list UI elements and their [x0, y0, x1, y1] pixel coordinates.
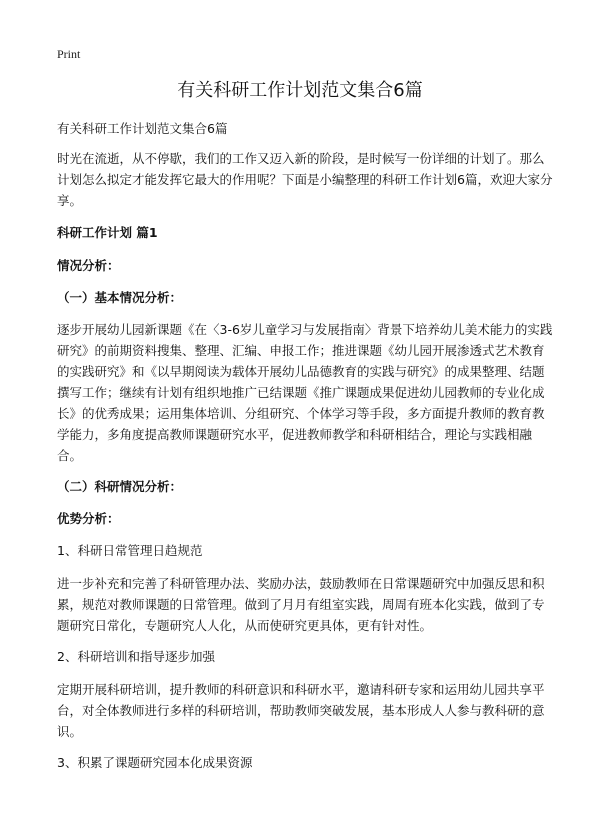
- intro-paragraph: 时光在流逝，从不停歇，我们的工作又迈入新的阶段，是时候写一份详细的计划了。那么计划怎么拟定才能发挥它最大的作用呢？下面是小编整理的科研工作计划6篇，欢迎大家分享。: [57, 151, 553, 208]
- document-subtitle: 有关科研工作计划范文集合6篇: [57, 121, 228, 136]
- document-title: 有关科研工作计划范文集合6篇: [177, 80, 423, 101]
- section-heading: 科研工作计划 篇1: [57, 225, 158, 240]
- list-item-paragraph: 进一步补充和完善了科研管理办法、奖励办法，鼓励教师在日常课题研究中加强反思和积累，规范对教师课题的日常管理。做到了月月有组室实践，周周有班本化实践，做到了专题研究日常化，专题研究人人化，从而使研究更具体，更有针对性。: [57, 576, 545, 633]
- research-situation-heading: （二）科研情况分析：: [57, 479, 183, 494]
- basic-situation-heading: （一）基本情况分析：: [57, 290, 183, 305]
- basic-situation-paragraph: 逐步开展幼儿园新课题《在〈3-6岁儿童学习与发展指南〉背景下培养幼儿美术能力的实践研究》的前期资料搜集、整理、汇编、申报工作；推进课题《幼儿园开展渗透式艺术教育的实践研究》和《以早期阅读为载体开展幼儿品德教育的实践与研究》的成果整理、结题撰写工作；继续有计划有组织地推广已结课题《推广课题成果促进幼儿园教师的专业化成长》的优秀成果；运用集体培训、分组研究、个体学习等手段，多方面提升教师的教育教学能力，多角度提高教师课题研究水平，促进教师教学和科研相结合，理论与实践相融合。: [57, 322, 553, 463]
- list-item-title: 1、科研日常管理日趋规范: [57, 543, 203, 558]
- list-item-paragraph: 定期开展科研培训，提升教师的科研意识和科研水平，邀请科研专家和运用幼儿园共享平台，对全体教师进行多样的科研培训，帮助教师突破发展，基本形成人人参与教科研的意识。: [57, 682, 545, 739]
- document-body: [57, 118, 553, 785]
- list-item-title: 3、积累了课题研究园本化成果资源: [57, 755, 253, 770]
- list-item-title: 2、科研培训和指导逐步加强: [57, 649, 215, 664]
- situation-heading: 情况分析：: [57, 258, 120, 273]
- print-label: Print: [57, 47, 81, 61]
- advantage-heading: 优势分析：: [57, 511, 120, 526]
